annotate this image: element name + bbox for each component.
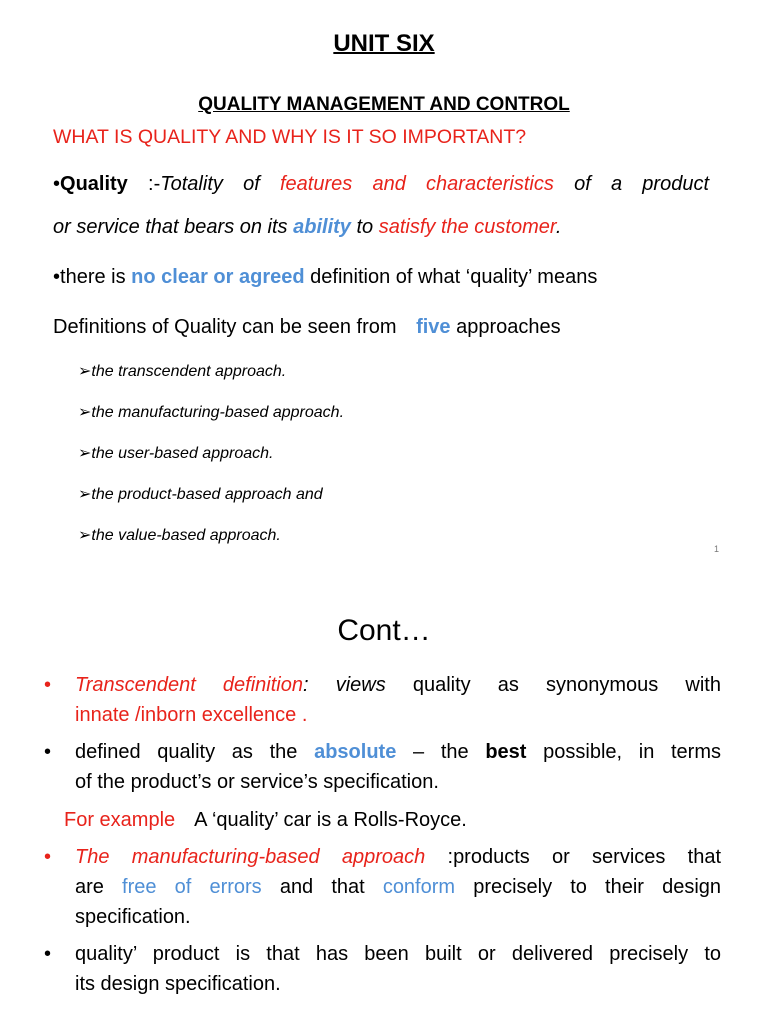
- approach-label: the value-based approach.: [91, 527, 281, 544]
- highlight-absolute: absolute: [314, 741, 397, 763]
- body-text: Definitions of Quality can be seen from: [53, 316, 403, 338]
- approach-item: [78, 525, 281, 545]
- highlight-best: best: [485, 741, 527, 763]
- body-text: and that: [261, 876, 383, 898]
- highlight-no-clear: no clear or agreed: [131, 266, 305, 288]
- body-text: approaches: [450, 316, 561, 338]
- arrow-bullet-icon: ➢: [78, 486, 92, 503]
- separator: :-: [127, 173, 161, 195]
- bullet: •: [53, 266, 61, 288]
- page-number: 1: [714, 544, 720, 554]
- arrow-bullet-icon: ➢: [78, 404, 92, 421]
- bullet: •: [44, 674, 52, 696]
- approach-item: [78, 443, 273, 463]
- slide-subtitle: QUALITY MANAGEMENT AND CONTROL: [198, 94, 570, 115]
- approach-label: the manufacturing-based approach.: [91, 404, 345, 421]
- arrow-bullet-icon: ➢: [78, 527, 92, 544]
- manufacturing-line-3: specification.: [75, 906, 191, 928]
- body-text: :: [425, 846, 454, 868]
- example-line: [64, 809, 467, 832]
- body-text: views: [335, 674, 386, 696]
- definition-text: Totality of: [160, 173, 280, 195]
- question-heading: WHAT IS QUALITY AND WHY IS IT SO IMPORTANT?: [53, 126, 527, 148]
- quality-term: Quality: [60, 173, 128, 195]
- highlight-free-of-errors: free of errors: [122, 876, 262, 898]
- body-text: possible, in terms: [526, 741, 721, 763]
- definition-line-1: [53, 173, 709, 196]
- slide-title: Cont…: [337, 614, 431, 647]
- highlight-conform: conform: [382, 876, 456, 898]
- approach-label: the user-based approach.: [91, 445, 274, 462]
- term-manufacturing: The manufacturing-based approach: [75, 846, 426, 868]
- highlight-five: five: [416, 316, 451, 338]
- definition-text: or service that bears on its: [53, 216, 294, 238]
- manufacturing-line-1: [75, 846, 721, 869]
- slide-title: UNIT SIX: [333, 30, 435, 57]
- approach-item: [78, 361, 286, 381]
- bullet: •: [44, 943, 52, 965]
- example-text: A ‘quality’ car is a Rolls-Royce.: [194, 809, 467, 831]
- example-label: For example: [64, 809, 176, 831]
- approach-label: the transcendent approach.: [91, 363, 287, 380]
- definition-text: to: [350, 216, 379, 238]
- body-text: defined quality as the: [75, 741, 315, 763]
- manufacturing-line-2: [75, 876, 721, 899]
- definition-text: .: [555, 216, 562, 238]
- transcendent-line-1: [75, 674, 721, 697]
- definition-line-2: [53, 216, 561, 239]
- bullet: •: [53, 173, 61, 195]
- highlight-features: features and characteristics: [279, 173, 554, 195]
- arrow-bullet-icon: ➢: [78, 363, 92, 380]
- transcendent-line-2: innate /inborn excellence .: [75, 704, 308, 726]
- highlight-satisfy: satisfy the customer: [378, 216, 556, 238]
- approach-label: the product-based approach and: [91, 486, 323, 503]
- approach-item: [78, 402, 344, 422]
- body-text: quality as synonymous with: [412, 674, 721, 696]
- highlight-ability: ability: [293, 216, 351, 238]
- body-text: products or services that: [453, 846, 721, 868]
- body-text: there is: [60, 266, 132, 288]
- absolute-line-1: [75, 741, 721, 764]
- body-text: definition of what ‘quality’ means: [304, 266, 598, 288]
- definition-text: of a product: [553, 173, 710, 195]
- body-text: are: [75, 876, 123, 898]
- body-text: :: [303, 674, 336, 696]
- term-transcendent: Transcendent definition: [75, 674, 303, 696]
- slide-2: [0, 580, 768, 1024]
- five-approaches-line: [53, 316, 561, 339]
- approach-item: [78, 484, 323, 504]
- absolute-line-2: of the product’s or service’s specification.: [75, 771, 439, 793]
- built-line-1: quality’ product is that has been built or delivered precisely to: [75, 943, 721, 965]
- arrow-bullet-icon: ➢: [78, 445, 92, 462]
- built-line-2: its design specification.: [75, 973, 281, 995]
- no-clear-definition-line: [53, 266, 597, 289]
- body-text: – the: [396, 741, 486, 763]
- body-text: precisely to their design: [455, 876, 722, 898]
- bullet: •: [44, 846, 52, 868]
- bullet: •: [44, 741, 52, 763]
